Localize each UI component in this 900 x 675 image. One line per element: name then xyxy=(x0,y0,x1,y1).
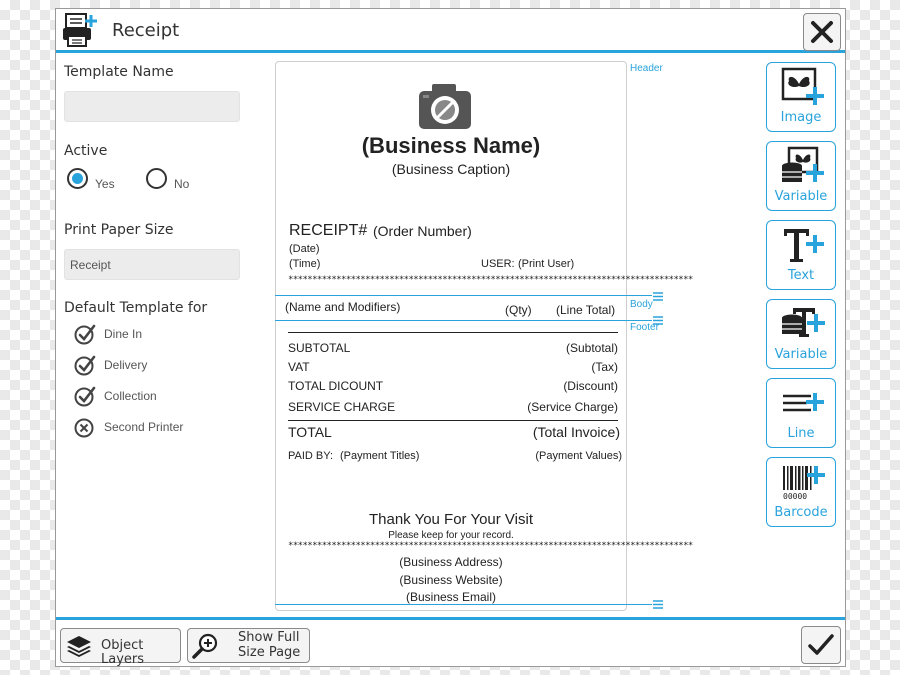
line-item-name[interactable]: (Name and Modifiers) xyxy=(285,300,401,314)
close-icon xyxy=(810,20,834,44)
add-line-label: Line xyxy=(787,426,815,441)
vat-label[interactable]: VAT xyxy=(288,360,310,374)
payment-titles[interactable]: (Payment Titles) xyxy=(340,450,420,462)
business-name[interactable]: (Business Name) xyxy=(361,133,541,158)
title-bar xyxy=(56,9,845,53)
add-text-variable-label: Variable xyxy=(774,347,828,362)
add-text-button[interactable] xyxy=(766,220,836,290)
subtotal-value[interactable]: (Subtotal) xyxy=(565,341,618,355)
line-item-qty[interactable]: (Qty) xyxy=(505,303,532,317)
active-no-radio[interactable] xyxy=(146,168,167,189)
footer-band-label: Footer xyxy=(630,322,659,333)
collection-label: Collection xyxy=(104,389,157,403)
confirm-button[interactable] xyxy=(801,626,841,664)
order-number[interactable]: (Order Number) xyxy=(373,223,472,239)
thank-you-message[interactable]: Thank You For Your Visit xyxy=(368,511,533,528)
footer-bottom-boundary[interactable] xyxy=(275,604,652,605)
template-settings-panel xyxy=(64,61,264,561)
default-template-for-label: Default Template for xyxy=(64,300,208,316)
add-barcode-label: Barcode xyxy=(774,505,828,520)
second-printer-label: Second Printer xyxy=(104,420,184,434)
text-variable-icon xyxy=(781,304,825,344)
add-text-variable-button[interactable] xyxy=(766,299,836,369)
print-paper-size-label: Print Paper Size xyxy=(64,222,174,238)
text-add-icon xyxy=(781,225,825,265)
zoom-in-icon xyxy=(192,633,220,659)
image-variable-icon xyxy=(781,146,825,186)
bottom-toolbar xyxy=(56,617,845,666)
total-label[interactable]: TOTAL xyxy=(288,424,332,440)
total-value[interactable]: (Total Invoice) xyxy=(532,424,620,440)
totals-divider[interactable] xyxy=(288,332,618,333)
line-add-icon xyxy=(781,383,825,423)
user-label[interactable]: USER: xyxy=(481,258,515,270)
show-full-label-line1: Show Full xyxy=(238,630,300,645)
window-title: Receipt xyxy=(112,20,180,41)
header-band-label: Header xyxy=(630,63,663,74)
receipt-date[interactable]: (Date) xyxy=(289,243,320,255)
checkmark-circle-icon xyxy=(74,354,96,376)
add-text-label: Text xyxy=(787,268,815,283)
cross-circle-icon xyxy=(74,416,96,438)
add-line-button[interactable] xyxy=(766,378,836,448)
checkmark-circle-icon xyxy=(74,385,96,407)
add-image-label: Image xyxy=(780,110,822,125)
receipt-number-prefix[interactable]: RECEIPT# xyxy=(289,222,368,239)
service-charge-label[interactable]: SERVICE CHARGE xyxy=(288,400,396,414)
delivery-label: Delivery xyxy=(104,358,148,372)
separator-stars[interactable]: ************************************************************************************ xyxy=(288,275,693,285)
receipt-template-editor xyxy=(55,8,846,667)
body-drag-handle-icon[interactable] xyxy=(653,292,663,301)
keep-record-message[interactable]: Please keep for your record. xyxy=(388,530,514,541)
active-label: Active xyxy=(64,143,108,159)
template-name-input[interactable] xyxy=(64,91,240,122)
footer-separator-stars[interactable]: ************************************************************************************ xyxy=(288,541,693,551)
dine-in-label: Dine In xyxy=(104,327,143,341)
checkmark-circle-icon xyxy=(74,323,96,345)
print-paper-size-select[interactable]: Receipt xyxy=(64,249,240,280)
business-website[interactable]: (Business Website) xyxy=(399,573,503,587)
layers-icon xyxy=(66,635,92,657)
paid-by-label[interactable]: PAID BY: xyxy=(288,450,334,462)
show-full-size-page-button[interactable] xyxy=(187,628,310,663)
barcode-add-icon xyxy=(781,462,825,502)
receipt-printer-icon xyxy=(61,12,99,48)
camera-logo-icon[interactable] xyxy=(418,82,472,130)
object-layers-label: Object Layers xyxy=(101,638,145,667)
image-add-icon xyxy=(781,67,825,107)
header-body-boundary[interactable] xyxy=(275,295,652,296)
discount-label[interactable]: TOTAL DICOUNT xyxy=(288,379,384,393)
active-no-label: No xyxy=(174,177,190,191)
total-divider[interactable] xyxy=(288,420,618,421)
show-full-label-line2: Size Page xyxy=(238,645,301,660)
template-name-label: Template Name xyxy=(64,64,174,80)
object-layers-button[interactable] xyxy=(60,628,181,667)
barcode-digits: 00000 xyxy=(783,492,808,501)
body-band-label: Body xyxy=(630,299,653,310)
vat-value[interactable]: (Tax) xyxy=(591,360,618,374)
business-email[interactable]: (Business Email) xyxy=(405,590,497,604)
close-button[interactable] xyxy=(803,13,841,51)
add-image-variable-button[interactable] xyxy=(766,141,836,211)
print-user[interactable]: (Print User) xyxy=(518,258,575,270)
add-image-button[interactable] xyxy=(766,62,836,132)
active-yes-radio[interactable] xyxy=(67,168,88,189)
business-address[interactable]: (Business Address) xyxy=(399,555,503,569)
discount-value[interactable]: (Discount) xyxy=(563,379,618,393)
add-barcode-button[interactable] xyxy=(766,457,836,527)
subtotal-label[interactable]: SUBTOTAL xyxy=(288,341,351,355)
business-caption[interactable]: (Business Caption) xyxy=(391,161,511,177)
body-footer-boundary[interactable] xyxy=(275,320,652,321)
line-item-total[interactable]: (Line Total) xyxy=(556,303,616,317)
checkmark-icon xyxy=(808,633,834,657)
receipt-time[interactable]: (Time) xyxy=(289,258,321,270)
payment-values[interactable]: (Payment Values) xyxy=(535,450,622,462)
service-charge-value[interactable]: (Service Charge) xyxy=(527,400,618,414)
active-yes-label: Yes xyxy=(95,177,115,191)
add-image-variable-label: Variable xyxy=(774,189,828,204)
page-end-drag-handle-icon[interactable] xyxy=(653,600,663,609)
